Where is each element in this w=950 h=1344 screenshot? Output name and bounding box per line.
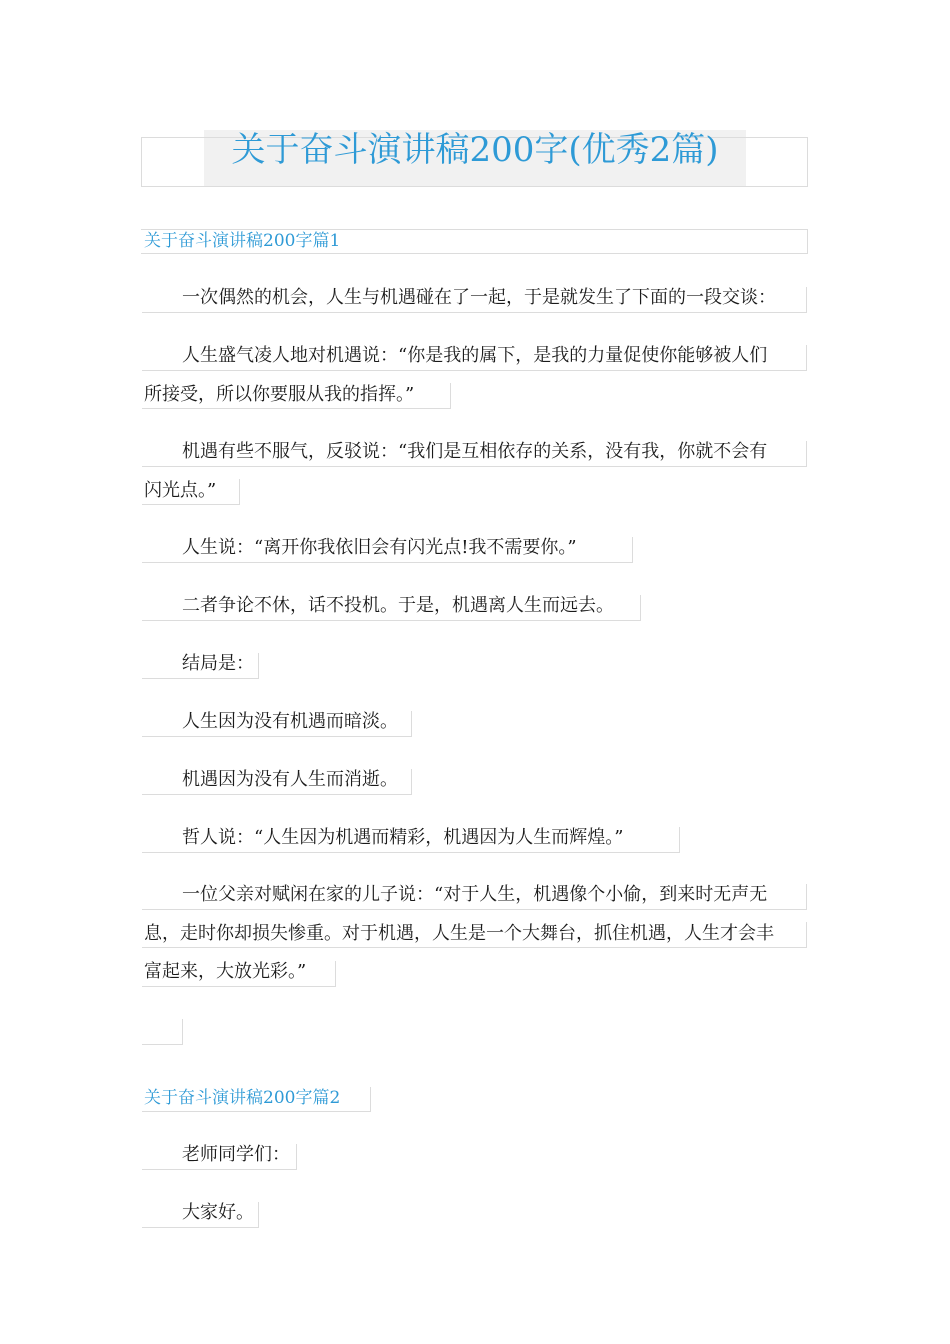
- paragraph-line: 哲人说：“人生因为机遇而精彩，机遇因为人生而辉煌。”: [182, 827, 624, 848]
- paragraph-line: 一位父亲对赋闲在家的儿子说：“对于人生，机遇像个小偷，到来时无声无: [182, 884, 768, 905]
- paragraph-line: 人生说：“离开你我依旧会有闪光点!我不需要你。”: [182, 537, 577, 558]
- empty-paragraph-frame: [142, 1019, 183, 1045]
- paragraph-line: 人生因为没有机遇而暗淡。: [182, 711, 398, 732]
- paragraph-line: 二者争论不休，话不投机。于是，机遇离人生而远去。: [182, 595, 614, 616]
- paragraph-line: 机遇有些不服气，反驳说：“我们是互相依存的关系，没有我，你就不会有: [182, 441, 768, 462]
- section-1-heading: 关于奋斗演讲稿200字篇1: [144, 231, 341, 251]
- paragraph-line: 闪光点。”: [144, 480, 217, 501]
- paragraph-line: 人生盛气凌人地对机遇说：“你是我的属下，是我的力量促使你能够被人们: [182, 345, 768, 366]
- paragraph-line: 机遇因为没有人生而消逝。: [182, 769, 398, 790]
- paragraph-line: 所接受，所以你要服从我的指挥。”: [144, 384, 415, 405]
- section-2-heading: 关于奋斗演讲稿200字篇2: [144, 1088, 341, 1108]
- document-title: 关于奋斗演讲稿200字(优秀2篇): [231, 130, 719, 170]
- paragraph-line: 息，走时你却损失惨重。对于机遇，人生是一个大舞台，抓住机遇，人生才会丰: [144, 923, 774, 944]
- paragraph-line: 老师同学们：: [182, 1144, 290, 1165]
- paragraph-line: 富起来，大放光彩。”: [144, 961, 307, 982]
- paragraph-line: 结局是：: [182, 653, 254, 674]
- paragraph-line: 一次偶然的机会，人生与机遇碰在了一起，于是就发生了下面的一段交谈：: [182, 287, 776, 308]
- paragraph-line: 大家好。: [182, 1202, 254, 1223]
